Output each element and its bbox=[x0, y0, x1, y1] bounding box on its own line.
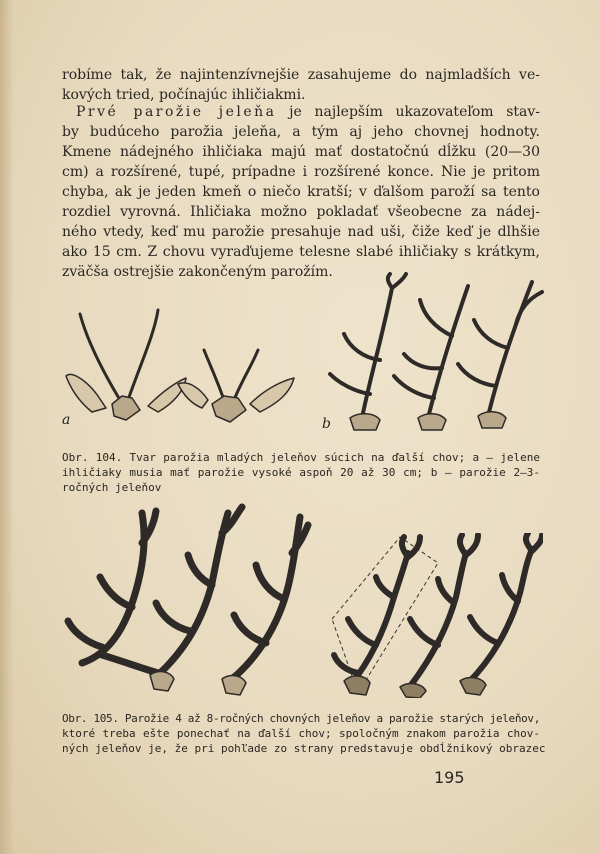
antler-1-beam bbox=[362, 288, 392, 418]
page-gutter-shadow bbox=[0, 0, 14, 854]
figure-panel-label-b: b bbox=[322, 416, 331, 432]
figure-104a-spike-antlers-illustration bbox=[62, 300, 302, 430]
text-line: rozdiel vyrovná. Ihličiaka možno pokladať všeobecne za nádej- bbox=[62, 204, 540, 220]
text-line: ako 15 cm. Z chovu vyraďujeme telesne slabé ihličiaky s krátkym, bbox=[62, 244, 540, 260]
antler-beam-right-1 bbox=[128, 310, 158, 400]
antler-3-beam bbox=[468, 549, 532, 683]
paragraph-continued bbox=[62, 65, 540, 105]
caption-line: ročných jeleňov bbox=[62, 481, 162, 494]
figure-104-caption bbox=[62, 450, 540, 495]
caption-line: ných jeleňov je, že pri pohľade zo strany predstavuje obdĺžnikový obrazec bbox=[62, 742, 546, 755]
figure-105-caption bbox=[62, 711, 546, 756]
emphasized-term: Prvé parožie jeleňa bbox=[76, 104, 277, 120]
page-number: 195 bbox=[434, 768, 465, 787]
caption-line: Obr. 104. Tvar parožia mladých jeleňov súcich na ďalší chov; a — jelene bbox=[62, 451, 540, 464]
antler-2-beam bbox=[158, 513, 228, 675]
text-line bbox=[62, 102, 540, 122]
paragraph-first-antlers bbox=[62, 102, 540, 282]
text-line: by budúceho parožia jeleňa, a tým aj jeho chovnej hodnoty. bbox=[62, 124, 540, 140]
text-line: cm) a rozšírené, tupé, prípadne i rozšírené konce. Nie je pritom bbox=[62, 164, 540, 180]
text-line: chyba, ak je jeden kmeň o niečo kratší; v ďalšom paroží sa tento bbox=[62, 184, 540, 200]
text-line: zväčša ostrejšie zakončeným parožím. bbox=[62, 264, 333, 280]
antler-beam-left-2 bbox=[204, 350, 224, 400]
caption-line: ktoré treba ešte ponechať na ďalší chov; spoločným znakom parožia chov- bbox=[62, 727, 540, 740]
text-line: robíme tak, že najintenzívnejšie zasahujeme do najmladších ve- bbox=[62, 67, 540, 83]
caption-line: ihličiaky musia mať parožie vysoké aspoň 20 až 30 cm; b — parožie 2—3- bbox=[62, 466, 540, 479]
caption-line: Obr. 105. Parožie 4 až 8-ročných chovných jeleňov a parožie starých jeleňov, bbox=[62, 712, 540, 725]
antler-beam-right-2 bbox=[234, 350, 258, 400]
antler-2-beam bbox=[408, 553, 466, 689]
figure-panel-label-a: a bbox=[62, 412, 71, 428]
figure-104b-young-antlers-illustration bbox=[320, 268, 545, 436]
figure-105b-old-stag-antlers-illustration bbox=[328, 533, 543, 698]
text-line: kových tried, počínajúc ihličiakmi. bbox=[62, 87, 306, 103]
figure-105a-mature-antlers-illustration bbox=[62, 503, 312, 698]
text-line: ného vtedy, keď mu parožie presahuje nad uši, čiže keď je dlhšie bbox=[62, 224, 540, 240]
text-line: Kmene nádejného ihličiaka majú mať dostatočnú dĺžku (20—30 bbox=[62, 144, 540, 160]
antler-3-beam bbox=[232, 517, 300, 679]
text-fragment: je najlepším ukazovateľom stav- bbox=[276, 104, 541, 120]
antler-1-beam bbox=[352, 553, 408, 683]
